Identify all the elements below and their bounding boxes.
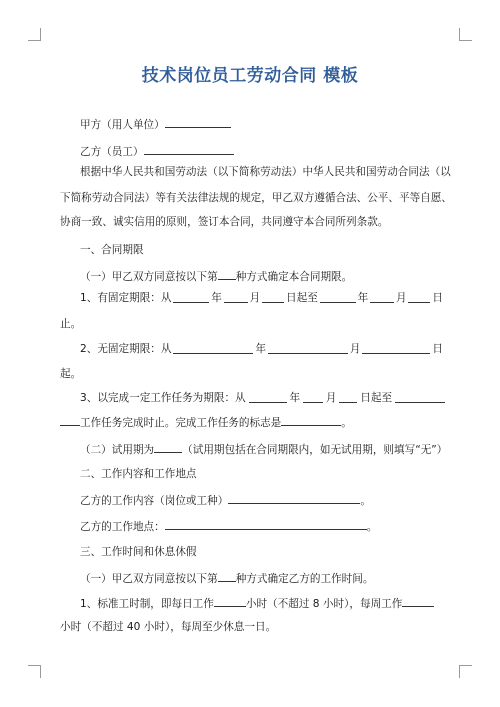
party-b-blank[interactable]	[144, 143, 234, 155]
month-label: 月	[349, 343, 361, 355]
work-location-blank[interactable]	[165, 518, 367, 530]
year-label: 年	[289, 392, 301, 404]
open-month-blank[interactable]	[268, 342, 348, 354]
open-term-row	[80, 342, 443, 356]
term-method-line	[80, 268, 465, 284]
fixed-term-row	[80, 291, 443, 305]
fixed-end-month-blank[interactable]	[370, 291, 394, 303]
hours-method-pre: （一）甲乙双方同意按以下第	[80, 573, 218, 585]
standard-hours-line	[80, 595, 465, 611]
month-label: 月	[249, 292, 261, 304]
section-1-heading: 一、合同期限	[80, 244, 144, 256]
task-completion-text: 工作任务完成时止。完成工作任务的标志是	[80, 417, 282, 429]
daily-hours-blank[interactable]	[214, 595, 246, 607]
day-from-label: 日起至	[360, 392, 393, 404]
month-label: 月	[395, 292, 407, 304]
probation-pre: （二）试用期为	[80, 444, 155, 456]
fixed-start-day-blank[interactable]	[262, 291, 284, 303]
work-content-label: 乙方的工作内容（岗位或工种）	[80, 495, 229, 507]
hours-method-line	[80, 570, 465, 586]
work-content-blank[interactable]	[228, 492, 360, 504]
hours-method-post: 种方式确定乙方的工作时间。	[235, 573, 374, 585]
preamble-line-2: 下简称劳动合同法）等有关法律法规的规定，甲乙双方遵循合法、公平、平等自愿、	[60, 192, 452, 204]
preamble-line-1: 根据中华人民共和国劳动法（以下简称劳动法）中华人民共和国劳动合同法（以	[80, 166, 451, 178]
fixed-term-label: 1、有固定期限：从	[80, 292, 172, 304]
standard-hours-text-a: 1、标准工时制，即每日工作	[80, 598, 214, 610]
crop-mark-bottom-right	[459, 665, 472, 678]
probation-post: （试用期包括在合同期限内，如无试用期，则填写“无”）	[182, 444, 448, 456]
probation-line	[80, 441, 465, 457]
fixed-end-day-blank[interactable]	[408, 291, 430, 303]
fixed-term-line	[80, 291, 443, 305]
preamble-line-3: 协商一致、诚实信用的原则，签订本合同，共同遵守本合同所列条款。	[60, 216, 389, 228]
crop-mark-bottom-left	[28, 665, 41, 678]
open-day-blank[interactable]	[362, 342, 430, 354]
task-term-row	[80, 391, 445, 405]
weekly-hours-blank[interactable]	[402, 595, 434, 607]
document-title: 技术岗位员工劳动合同 模板	[141, 66, 359, 86]
work-location-line	[80, 518, 465, 534]
period-mark: 。	[360, 495, 371, 507]
work-content-line	[80, 492, 465, 508]
open-year-blank[interactable]	[173, 342, 253, 354]
party-a-label: 甲方（用人单位）	[80, 119, 165, 131]
task-start-month-blank[interactable]	[303, 391, 323, 403]
term-method-blank[interactable]	[218, 268, 236, 280]
year-label: 年	[255, 343, 266, 355]
fixed-start-year-blank[interactable]	[173, 291, 209, 303]
task-term-line	[80, 391, 445, 405]
task-start-year-blank[interactable]	[249, 391, 287, 403]
day-from-label: 日起至	[286, 292, 318, 304]
year-label: 年	[211, 292, 222, 304]
open-term-label: 2、无固定期限：从	[80, 343, 172, 355]
task-term-label: 3、以完成一定工作任务为期限：从	[80, 392, 246, 404]
crop-mark-top-left	[28, 28, 41, 41]
standard-hours-text-b: 小时（不超过 8 小时），每周工作	[245, 598, 403, 610]
party-a-line	[80, 116, 465, 132]
month-label: 月	[325, 392, 337, 404]
day-label: 日	[432, 343, 443, 355]
task-start-day-blank[interactable]	[339, 391, 357, 403]
period-mark: 。	[366, 521, 378, 533]
section-2-heading: 二、工作内容和工作地点	[80, 468, 197, 480]
fixed-end-year-blank[interactable]	[320, 291, 356, 303]
day-label: 日	[432, 292, 443, 304]
fixed-term-end: 止。	[60, 318, 82, 330]
fixed-start-month-blank[interactable]	[224, 291, 248, 303]
task-end-blank[interactable]	[395, 391, 445, 403]
crop-mark-top-right	[459, 28, 472, 41]
term-method-post: 种方式确定本合同期限。	[235, 271, 353, 283]
standard-hours-line-2: 小时（不超过 40 小时），每周至少休息一日。	[60, 621, 277, 633]
open-term-end: 起。	[60, 368, 82, 380]
year-label: 年	[357, 292, 369, 304]
party-b-label: 乙方（员工）	[80, 146, 144, 158]
task-work-blank[interactable]	[60, 414, 80, 426]
party-b-line	[80, 143, 465, 159]
term-method-pre: （一）甲乙双方同意按以下第	[80, 271, 218, 283]
period-mark: 。	[341, 417, 352, 429]
section-3-heading: 三、工作时间和休息休假	[80, 546, 197, 558]
open-term-line	[80, 342, 443, 356]
probation-blank[interactable]	[154, 441, 182, 453]
party-a-blank[interactable]	[165, 116, 231, 128]
work-location-label: 乙方的工作地点：	[80, 521, 165, 533]
hours-method-blank[interactable]	[218, 570, 236, 582]
task-term-line-2	[60, 414, 445, 430]
task-completion-mark-blank[interactable]	[281, 414, 341, 426]
